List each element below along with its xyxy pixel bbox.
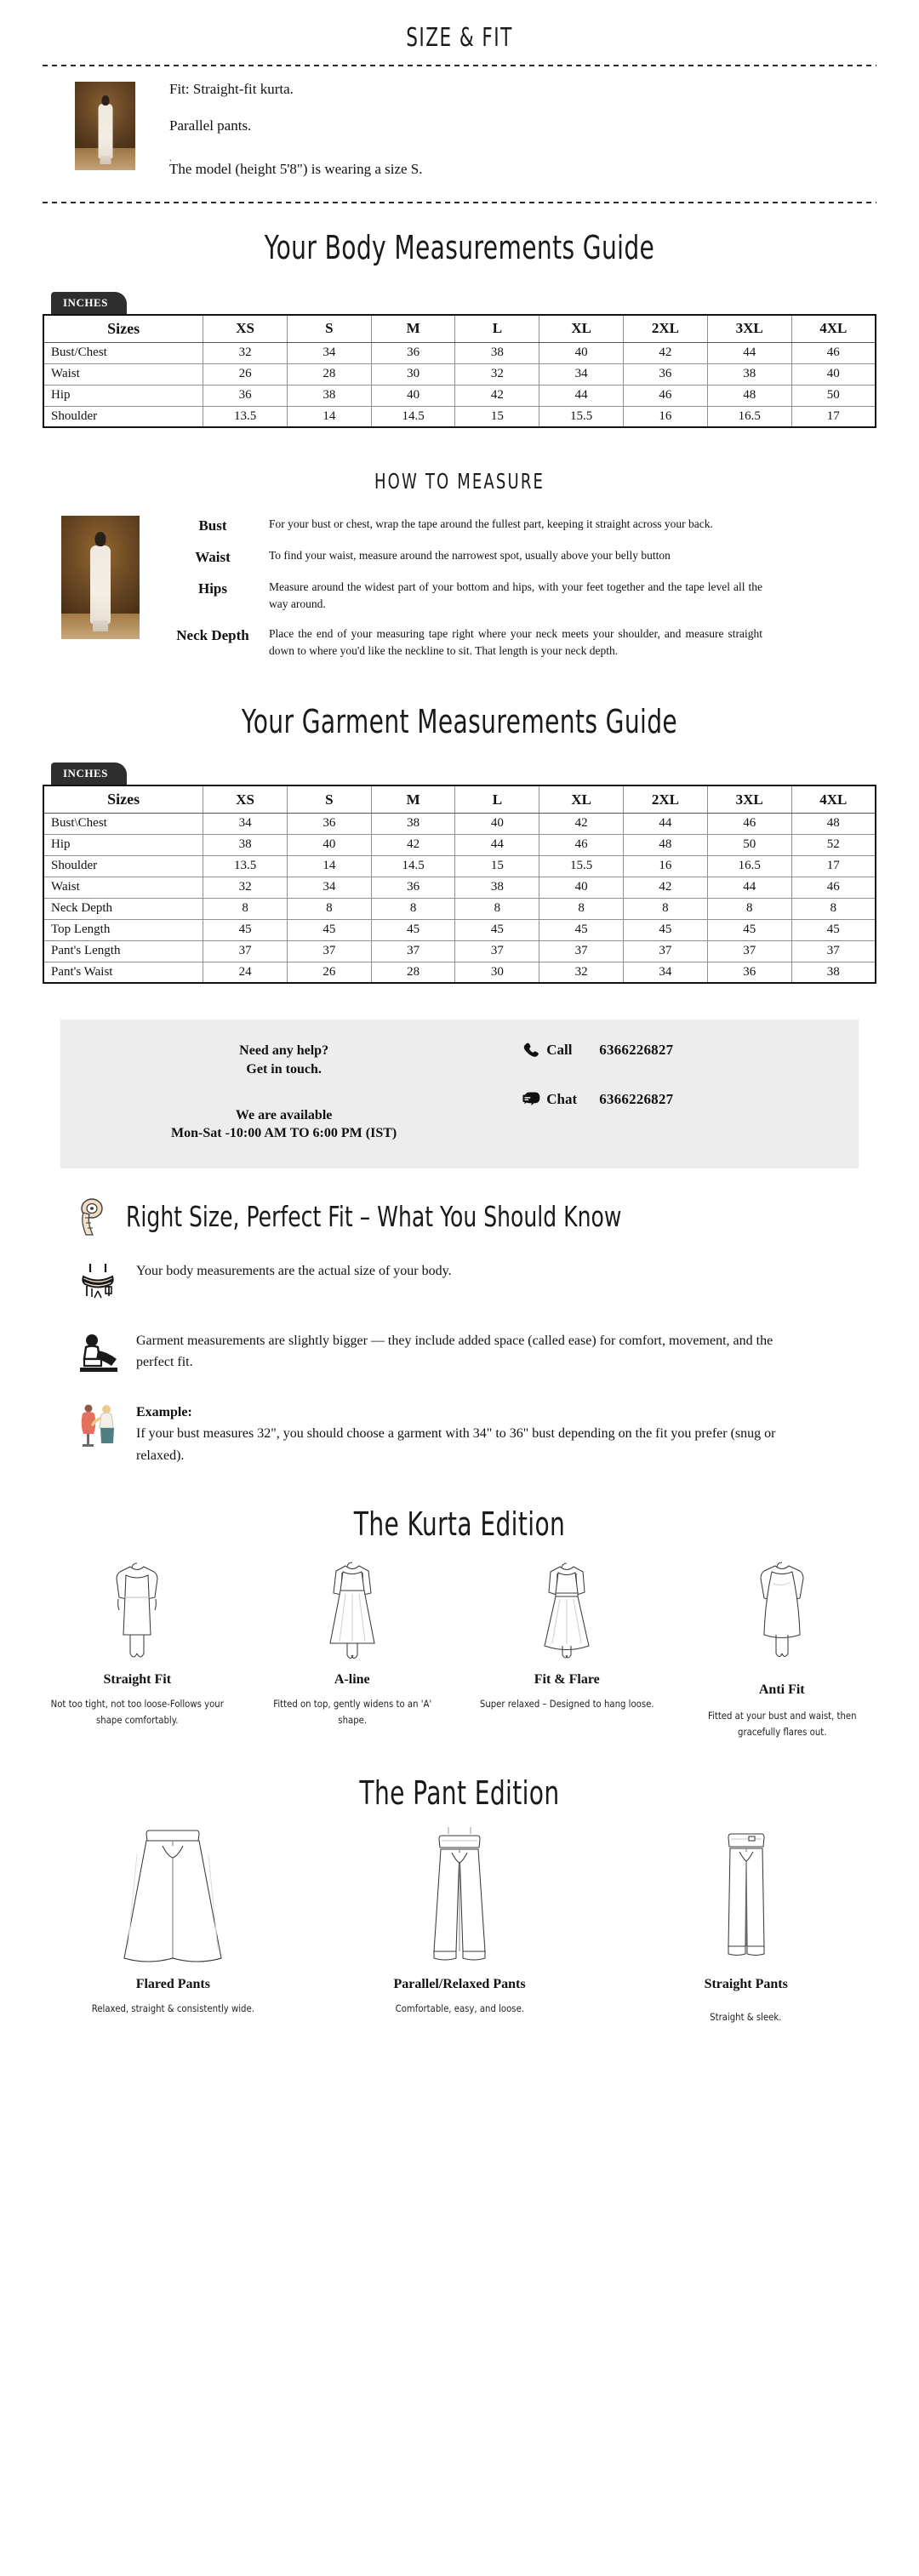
measurement-cell: 36 <box>371 877 455 898</box>
measurement-cell: 34 <box>539 363 624 385</box>
table-row <box>43 877 876 898</box>
kurta-edition-grid <box>30 1543 889 1740</box>
measurement-cell: 38 <box>287 385 371 406</box>
row-label: Waist <box>43 363 203 385</box>
right-size-example <box>0 1402 919 1467</box>
right-size-title: Right Size, Perfect Fit – What You Should Know <box>126 1200 622 1234</box>
how-to-measure-row <box>0 494 919 659</box>
measurement-cell: 44 <box>455 834 539 855</box>
measurement-cell: 36 <box>707 962 791 983</box>
dressform-fitting-icon <box>75 1402 128 1449</box>
measurement-cell: 48 <box>624 834 708 855</box>
measurement-cell: 32 <box>539 962 624 983</box>
table-row <box>43 385 876 406</box>
table-row <box>43 342 876 363</box>
fit-line-3-wrap <box>169 155 423 176</box>
measurement-cell: 40 <box>539 342 624 363</box>
measurement-cell: 8 <box>287 898 371 919</box>
call-label: Call <box>546 1042 573 1059</box>
measurement-cell: 26 <box>287 962 371 983</box>
measurement-cell: 44 <box>707 877 791 898</box>
table-row <box>43 940 876 962</box>
measurement-cell: 45 <box>624 919 708 940</box>
silhouette-illustration <box>675 1555 890 1664</box>
measurement-cell: 45 <box>371 919 455 940</box>
measurement-cell: 26 <box>203 363 288 385</box>
measurement-cell: 37 <box>203 940 288 962</box>
availability-line-1: We are available <box>235 1107 333 1122</box>
measurement-cell: 46 <box>791 877 876 898</box>
measurement-cell: 50 <box>791 385 876 406</box>
measurement-cell: 42 <box>539 813 624 834</box>
measurement-cell: 38 <box>455 877 539 898</box>
how-to-measure-item <box>165 516 919 534</box>
measurement-cell: 14.5 <box>371 406 455 427</box>
silhouette-illustration <box>30 1824 317 1968</box>
measure-label: Neck Depth <box>176 627 249 644</box>
size-guide-page <box>0 23 919 2025</box>
table-row <box>43 813 876 834</box>
stray-dot: . <box>169 154 172 163</box>
row-label: Pant's Length <box>43 940 203 962</box>
measurement-cell: 40 <box>371 385 455 406</box>
measurement-cell: 28 <box>371 962 455 983</box>
measure-description: For your bust or chest, wrap the tape around the fullest part, keeping it straight across your back. <box>269 517 713 530</box>
fit-summary-row <box>0 66 919 176</box>
measurement-cell: 38 <box>203 834 288 855</box>
measurement-cell: 46 <box>624 385 708 406</box>
measurement-cell: 36 <box>624 363 708 385</box>
right-size-point-2-text: Garment measurements are slightly bigger — they include added space (called ease) for comfort, movement, and the perfect fit. <box>136 1333 773 1370</box>
fit-summary-text <box>135 82 423 176</box>
measurement-cell: 15.5 <box>539 406 624 427</box>
measurement-cell: 34 <box>287 877 371 898</box>
chat-number: 6366226827 <box>599 1091 674 1108</box>
silhouette-illustration <box>245 1555 460 1664</box>
help-band <box>60 1020 859 1168</box>
row-label: Waist <box>43 877 203 898</box>
measurement-cell: 37 <box>624 940 708 962</box>
row-label: Hip <box>43 385 203 406</box>
silhouette-name: A-line <box>334 1672 370 1688</box>
silhouette-description: Not too tight, not too loose-Follows your shape comfortably. <box>50 1698 224 1727</box>
column-header: 4XL <box>791 785 876 813</box>
column-header: S <box>287 315 371 342</box>
silhouette-description: Super relaxed – Designed to hang loose. <box>479 1698 654 1711</box>
measurement-cell: 37 <box>707 940 791 962</box>
measurement-cell: 37 <box>455 940 539 962</box>
table-header-row <box>43 785 876 813</box>
silhouette-illustration <box>30 1555 245 1664</box>
measurement-cell: 17 <box>791 406 876 427</box>
column-header: Sizes <box>43 315 203 342</box>
tailor-sewing-icon <box>75 1330 128 1378</box>
table-row <box>43 962 876 983</box>
measurement-cell: 8 <box>455 898 539 919</box>
column-header: XS <box>203 785 288 813</box>
how-to-measure-list <box>140 516 919 659</box>
fit-line-2: Parallel pants. <box>169 117 252 134</box>
phone-icon <box>522 1042 546 1059</box>
row-label: Shoulder <box>43 406 203 427</box>
row-label: Pant's Waist <box>43 962 203 983</box>
measurement-cell: 45 <box>287 919 371 940</box>
measurement-cell: 8 <box>624 898 708 919</box>
help-contact-block <box>507 1042 859 1142</box>
measurement-cell: 16.5 <box>707 406 791 427</box>
model-photo <box>75 82 135 170</box>
measurement-cell: 45 <box>539 919 624 940</box>
silhouette-description: Relaxed, straight & consistently wide. <box>91 2002 254 2015</box>
pant-edition-title: The Pant Edition <box>359 1774 560 1813</box>
silhouette-name: Anti Fit <box>758 1682 805 1698</box>
silhouette-illustration <box>317 1824 603 1968</box>
body-guide-title: Your Body Measurements Guide <box>264 229 655 266</box>
column-header: 2XL <box>624 785 708 813</box>
right-size-point-1 <box>0 1260 919 1306</box>
how-to-measure-item <box>165 547 919 565</box>
body-measurements-table <box>43 314 876 428</box>
silhouette-name: Fit & Flare <box>534 1672 600 1688</box>
example-body: If your bust measures 32", you should choose a garment with 34" to 36" bust depending on the fit you prefer (snug or relaxed). <box>136 1426 776 1463</box>
kurta-edition-title: The Kurta Edition <box>353 1505 566 1544</box>
measurement-cell: 44 <box>539 385 624 406</box>
silhouette-cell <box>30 1555 245 1740</box>
measure-label: Waist <box>195 549 231 566</box>
silhouette-cell <box>460 1555 675 1740</box>
silhouette-illustration <box>460 1555 675 1664</box>
measurement-cell: 37 <box>791 940 876 962</box>
column-header: XL <box>539 315 624 342</box>
silhouette-cell <box>245 1555 460 1740</box>
measurement-cell: 38 <box>371 813 455 834</box>
how-to-measure-model-photo <box>61 516 140 639</box>
measurement-cell: 38 <box>455 342 539 363</box>
measurement-cell: 52 <box>791 834 876 855</box>
measurement-cell: 8 <box>539 898 624 919</box>
measurement-cell: 42 <box>624 877 708 898</box>
right-size-header <box>0 1168 919 1237</box>
body-measurements-table-wrap <box>43 292 876 428</box>
measurement-cell: 50 <box>707 834 791 855</box>
call-number: 6366226827 <box>599 1042 674 1059</box>
right-size-point-2 <box>0 1330 919 1378</box>
column-header: 3XL <box>707 785 791 813</box>
call-contact[interactable] <box>522 1042 859 1059</box>
measurement-cell: 14 <box>287 855 371 877</box>
measurement-cell: 8 <box>791 898 876 919</box>
measurement-cell: 46 <box>539 834 624 855</box>
row-label: Neck Depth <box>43 898 203 919</box>
measurement-cell: 34 <box>203 813 288 834</box>
table-row <box>43 919 876 940</box>
measurement-cell: 42 <box>371 834 455 855</box>
measurement-cell: 37 <box>287 940 371 962</box>
measurement-cell: 44 <box>707 342 791 363</box>
silhouette-illustration <box>602 1824 889 1968</box>
page-title: SIZE & FIT <box>406 23 513 53</box>
chat-contact[interactable] <box>522 1091 859 1108</box>
measurement-cell: 30 <box>371 363 455 385</box>
measurement-cell: 28 <box>287 363 371 385</box>
row-label: Bust\Chest <box>43 813 203 834</box>
measurement-cell: 36 <box>203 385 288 406</box>
measurement-cell: 15.5 <box>539 855 624 877</box>
row-label: Top Length <box>43 919 203 940</box>
table-header-row <box>43 315 876 342</box>
measurement-cell: 32 <box>203 877 288 898</box>
how-to-measure-item <box>165 579 919 612</box>
silhouette-cell <box>30 1824 317 2025</box>
measurement-cell: 40 <box>455 813 539 834</box>
measurement-cell: 14.5 <box>371 855 455 877</box>
right-size-point-1-text: Your body measurements are the actual size of your body. <box>136 1263 452 1278</box>
column-header: XS <box>203 315 288 342</box>
need-help-line-1: Need any help? <box>239 1043 329 1059</box>
measurement-cell: 15 <box>455 855 539 877</box>
column-header: M <box>371 315 455 342</box>
column-header: XL <box>539 785 624 813</box>
measurement-cell: 38 <box>791 962 876 983</box>
column-header: S <box>287 785 371 813</box>
measure-label: Bust <box>198 517 227 534</box>
measure-description: Place the end of your measuring tape right where your neck meets your shoulder, and measure straight down to where you'd like the neckline to sit. That length is your neck depth. <box>269 627 762 657</box>
measuring-tape-roll-icon <box>75 1197 114 1237</box>
help-text-block <box>60 1042 507 1142</box>
table-row <box>43 363 876 385</box>
how-to-measure-item <box>165 625 919 659</box>
row-label: Bust/Chest <box>43 342 203 363</box>
availability-line-2: Mon-Sat -10:00 AM TO 6:00 PM (IST) <box>171 1126 397 1141</box>
measurement-cell: 42 <box>624 342 708 363</box>
column-header: 3XL <box>707 315 791 342</box>
silhouette-name: Flared Pants <box>135 1977 210 1992</box>
divider-bottom <box>43 202 876 203</box>
measurement-cell: 13.5 <box>203 855 288 877</box>
chat-icon <box>522 1091 546 1108</box>
measurement-cell: 36 <box>287 813 371 834</box>
garment-measurements-table-wrap <box>43 763 876 984</box>
measurement-cell: 8 <box>707 898 791 919</box>
measurement-cell: 17 <box>791 855 876 877</box>
need-help-line-2: Get in touch. <box>246 1061 322 1077</box>
silhouette-cell <box>602 1824 889 2025</box>
example-label: Example: <box>136 1404 192 1419</box>
garment-guide-title: Your Garment Measurements Guide <box>241 703 678 741</box>
measurement-cell: 37 <box>371 940 455 962</box>
table-row <box>43 855 876 877</box>
right-size-example-text <box>128 1402 808 1467</box>
body-unit-badge: INCHES <box>51 292 127 314</box>
column-header: 2XL <box>624 315 708 342</box>
measurement-cell: 42 <box>455 385 539 406</box>
measurement-cell: 45 <box>203 919 288 940</box>
fit-line-1: Fit: Straight-fit kurta. <box>169 81 294 97</box>
measurement-cell: 15 <box>455 406 539 427</box>
measurement-cell: 14 <box>287 406 371 427</box>
silhouette-description: Comfortable, easy, and loose. <box>395 2002 524 2015</box>
column-header: 4XL <box>791 315 876 342</box>
need-help-block <box>60 1042 507 1078</box>
measurement-cell: 8 <box>203 898 288 919</box>
availability-block <box>60 1106 507 1143</box>
measurement-cell: 48 <box>707 385 791 406</box>
column-header: L <box>455 315 539 342</box>
column-header: L <box>455 785 539 813</box>
silhouette-description: Fitted on top, gently widens to an 'A' shape. <box>272 1698 431 1727</box>
measurement-cell: 32 <box>455 363 539 385</box>
tape-around-waist-icon <box>75 1260 128 1306</box>
silhouette-name: Parallel/Relaxed Pants <box>393 1977 526 1992</box>
garment-measurements-table <box>43 785 876 984</box>
measurement-cell: 16 <box>624 855 708 877</box>
measurement-cell: 45 <box>707 919 791 940</box>
measurement-cell: 48 <box>791 813 876 834</box>
measurement-cell: 38 <box>707 363 791 385</box>
garment-unit-badge: INCHES <box>51 763 127 785</box>
measurement-cell: 46 <box>707 813 791 834</box>
measurement-cell: 45 <box>791 919 876 940</box>
pant-edition-grid <box>30 1812 889 2025</box>
measurement-cell: 16.5 <box>707 855 791 877</box>
measurement-cell: 30 <box>455 962 539 983</box>
silhouette-cell <box>317 1824 603 2025</box>
measurement-cell: 36 <box>371 342 455 363</box>
measure-description: Measure around the widest part of your bottom and hips, with your feet together and the tape level all the way around. <box>269 580 762 610</box>
silhouette-name: Straight Fit <box>103 1672 172 1688</box>
column-header: Sizes <box>43 785 203 813</box>
silhouette-name: Straight Pants <box>704 1977 788 1992</box>
table-row <box>43 406 876 427</box>
measurement-cell: 34 <box>287 342 371 363</box>
measurement-cell: 13.5 <box>203 406 288 427</box>
table-row <box>43 834 876 855</box>
measurement-cell: 8 <box>371 898 455 919</box>
silhouette-description: Fitted at your bust and waist, then gracefully flares out. <box>707 1710 857 1739</box>
measurement-cell: 45 <box>455 919 539 940</box>
fit-line-3: The model (height 5'8") is wearing a size S. <box>169 161 423 177</box>
measurement-cell: 34 <box>624 962 708 983</box>
measurement-cell: 46 <box>791 342 876 363</box>
measurement-cell: 40 <box>791 363 876 385</box>
measure-label: Hips <box>197 580 228 597</box>
chat-label: Chat <box>546 1091 578 1108</box>
measurement-cell: 44 <box>624 813 708 834</box>
measure-description: To find your waist, measure around the narrowest spot, usually above your belly button <box>269 549 671 563</box>
measurement-cell: 16 <box>624 406 708 427</box>
measurement-cell: 32 <box>203 342 288 363</box>
how-to-measure-title: HOW TO MEASURE <box>374 469 545 494</box>
measurement-cell: 40 <box>539 877 624 898</box>
measurement-cell: 37 <box>539 940 624 962</box>
row-label: Shoulder <box>43 855 203 877</box>
silhouette-description: Straight & sleek. <box>710 2011 782 2024</box>
table-row <box>43 898 876 919</box>
column-header: M <box>371 785 455 813</box>
row-label: Hip <box>43 834 203 855</box>
measurement-cell: 40 <box>287 834 371 855</box>
measurement-cell: 24 <box>203 962 288 983</box>
silhouette-cell <box>675 1555 890 1740</box>
